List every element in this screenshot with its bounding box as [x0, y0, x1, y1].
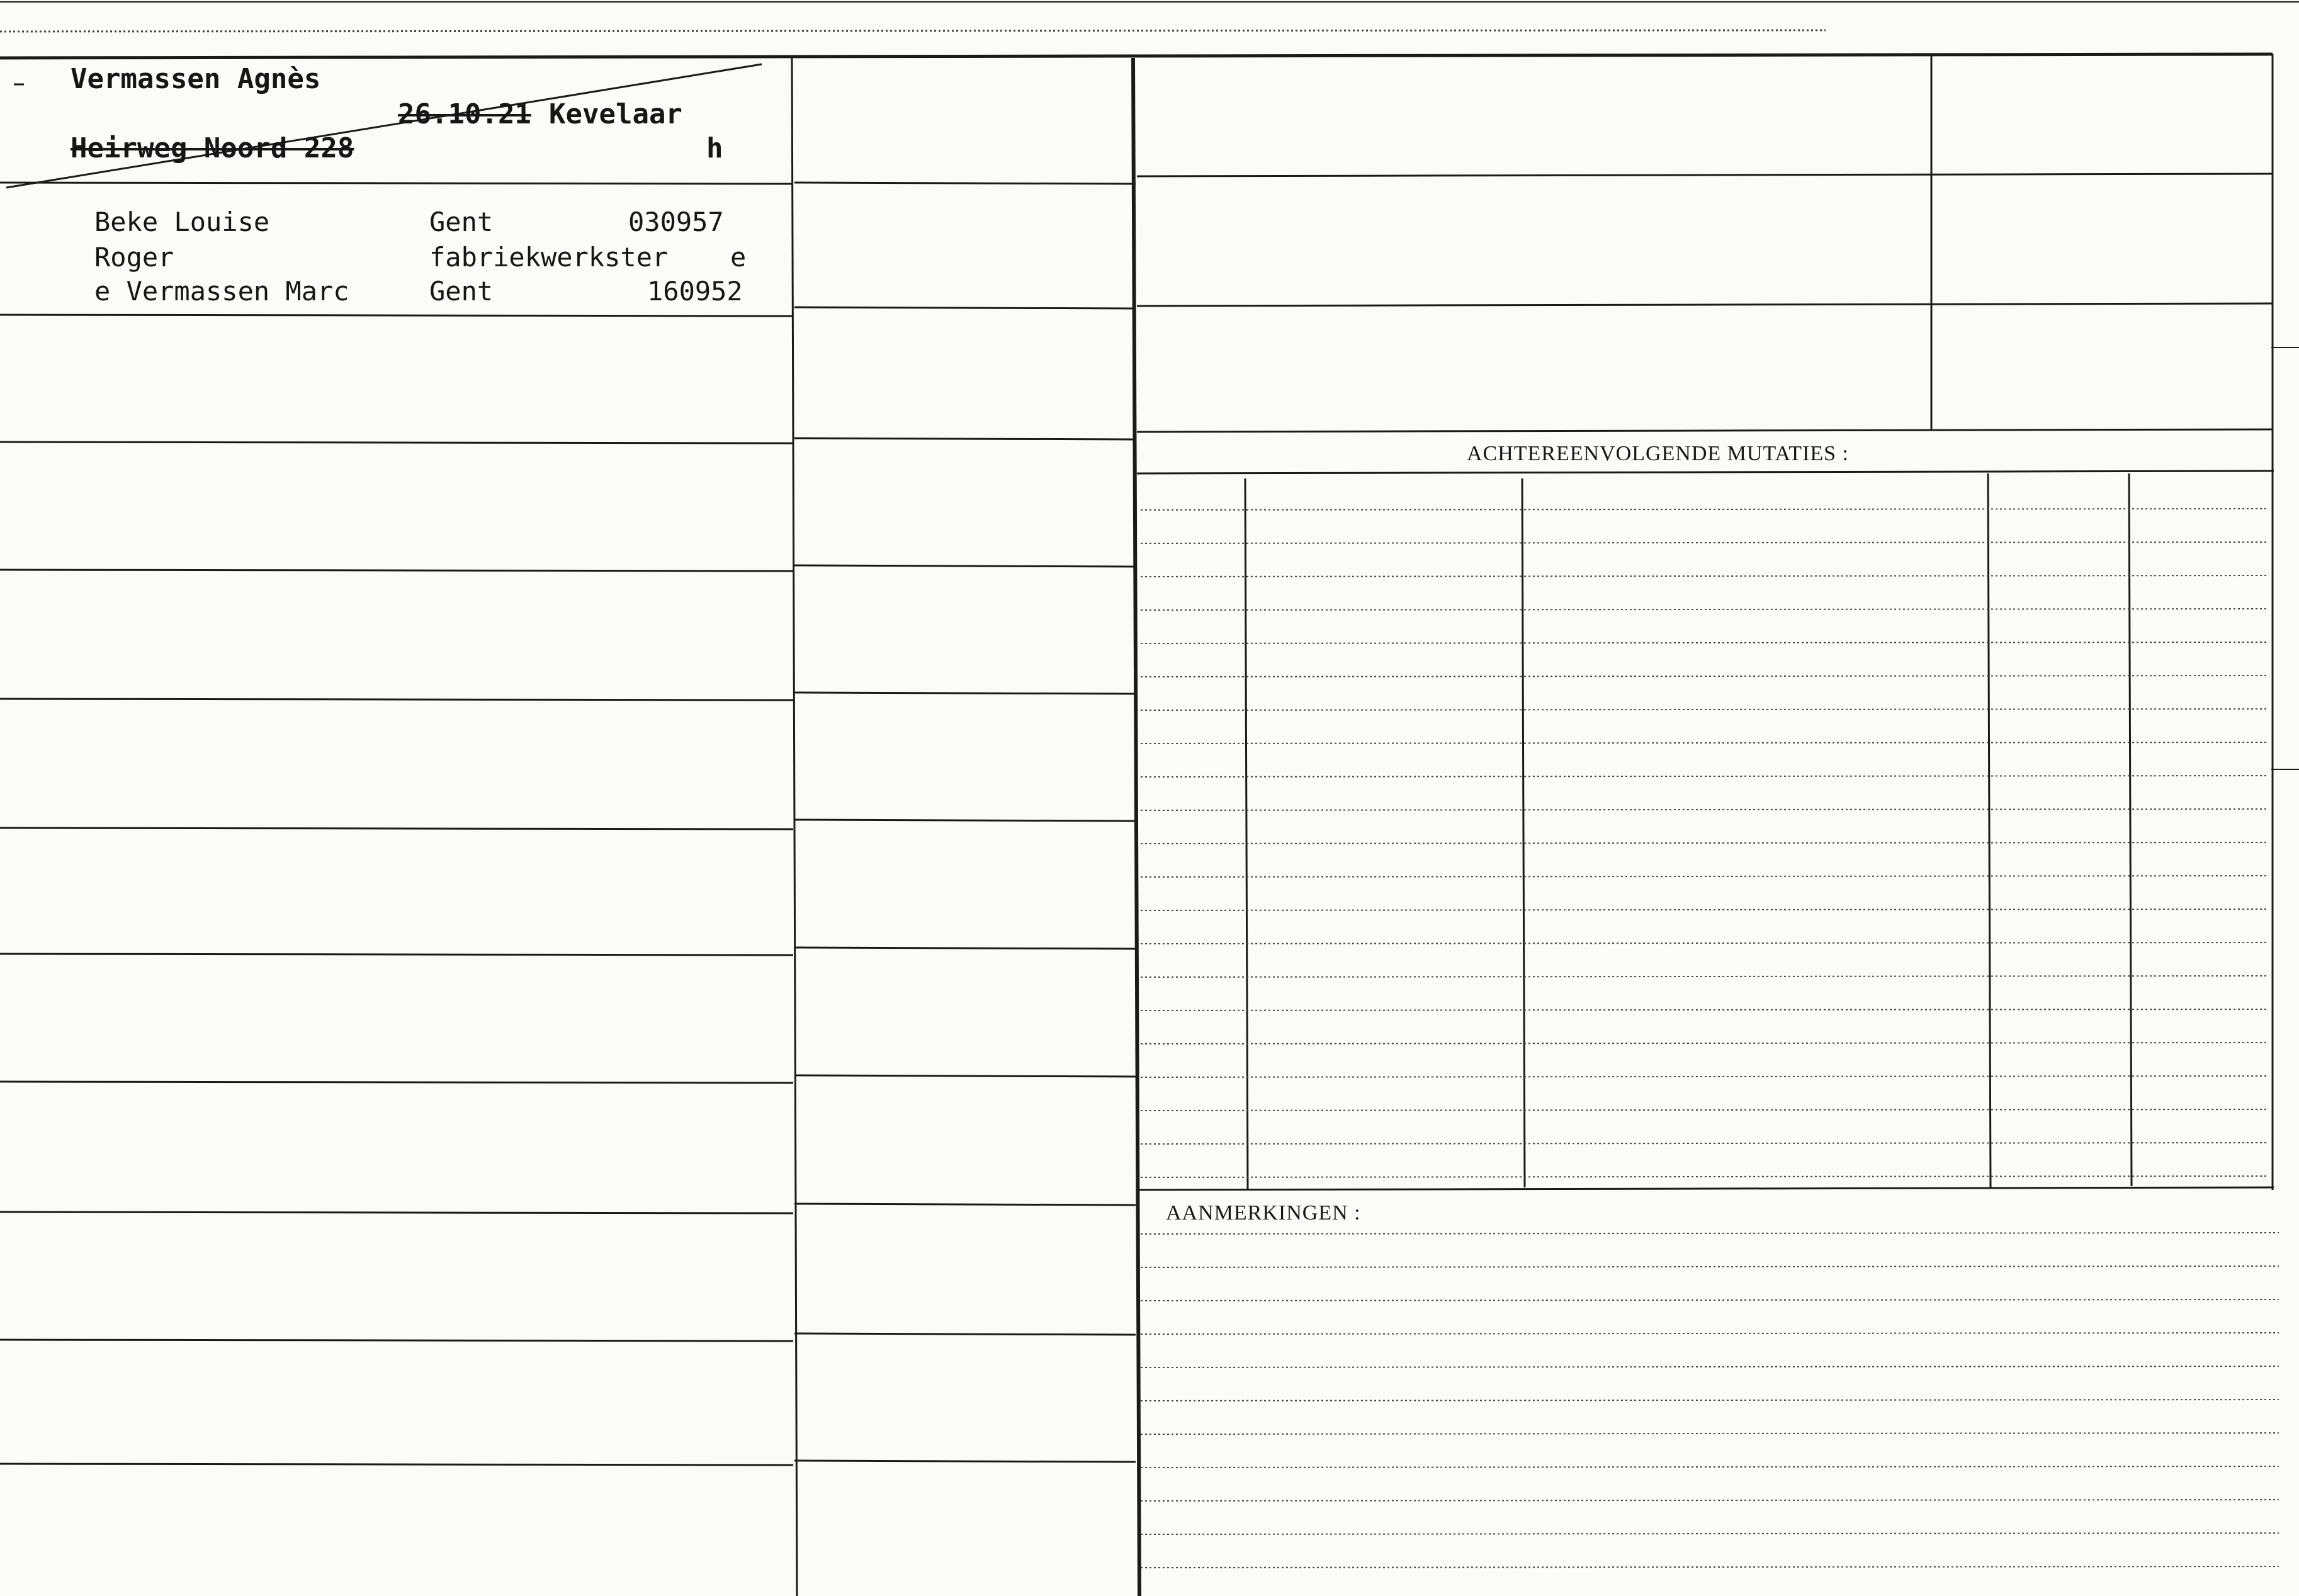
left-row-rule — [0, 570, 793, 571]
household-row-name: Beke Louise — [94, 207, 270, 237]
household-row-code: e — [730, 242, 747, 273]
remarks-dotted-row — [1141, 1400, 2279, 1401]
top-faint-rule — [0, 30, 1826, 31]
household-row-name: Roger — [94, 242, 174, 273]
remarks-dotted-row — [1141, 1299, 2279, 1301]
remarks-dotted-row — [1141, 1366, 2279, 1367]
middle-row-rule — [794, 948, 1136, 949]
remarks-dotted-row — [1141, 1500, 2279, 1501]
left-row-rule — [0, 828, 793, 829]
remarks-dotted-row — [1141, 1566, 2279, 1568]
mutations-dotted-row — [1141, 509, 2269, 510]
middle-row-rule — [794, 438, 1136, 439]
mutations-column-rule — [1988, 473, 1991, 1187]
mutations-dotted-row — [1141, 642, 2269, 643]
mutations-dotted-row — [1141, 676, 2269, 677]
remarks-dotted-row — [1141, 1333, 2279, 1334]
left-row-rule — [0, 1340, 793, 1341]
mutations-top-rule — [1137, 471, 2274, 473]
remarks-title: AANMERKINGEN : — [1166, 1201, 1361, 1225]
mutations-dotted-row — [1141, 842, 2269, 844]
mutations-dotted-row — [1141, 542, 2269, 543]
right-block-rule — [1137, 303, 2273, 306]
mutations-dotted-row — [1141, 709, 2269, 710]
remarks-dotted-row — [1141, 1266, 2279, 1267]
middle-row-rule — [794, 307, 1136, 308]
mutations-dotted-row — [1141, 776, 2269, 777]
header-address: Heirweg Noord 228 — [71, 132, 354, 164]
mutations-column-rule — [1522, 478, 1525, 1187]
middle-row-rule — [794, 1461, 1136, 1462]
left-row-rule — [0, 699, 793, 700]
household-row-code: 030957 — [628, 207, 724, 237]
mutations-column-rule — [1245, 478, 1248, 1190]
remarks-dotted-row — [1141, 1466, 2279, 1468]
mutations-dotted-row — [1141, 1009, 2269, 1010]
middle-row-rule — [794, 1333, 1136, 1335]
header-name: Vermassen Agnès — [71, 63, 321, 95]
mutations-dotted-row — [1141, 742, 2269, 744]
mutations-dotted-row — [1141, 1176, 2269, 1177]
mutations-dotted-row — [1141, 1143, 2269, 1144]
household-row-place: Gent — [429, 276, 494, 307]
left-row-rule — [0, 315, 793, 316]
left-row-rule — [0, 1212, 793, 1213]
mutations-bottom-rule — [1138, 1187, 2274, 1190]
mutations-dotted-row — [1141, 1109, 2269, 1111]
remarks-dotted-row — [1141, 1533, 2279, 1534]
household-row-name: e Vermassen Marc — [94, 276, 349, 307]
left-row-rule — [0, 1464, 793, 1465]
header-suffix: h — [706, 132, 723, 164]
header-birth-date: 26.10.21 — [398, 98, 531, 130]
mutations-dotted-row — [1141, 876, 2269, 877]
middle-row-rule — [794, 693, 1136, 694]
middle-row-rule — [794, 565, 1136, 567]
header-birth-place: Kevelaar — [549, 98, 682, 130]
left-row-rule — [0, 183, 793, 184]
remarks-dotted-row — [1141, 1233, 2279, 1234]
right-block-rule — [1137, 174, 2273, 176]
household-row-place: Gent — [429, 207, 494, 237]
mutations-dotted-row — [1141, 609, 2269, 610]
right-block-rule — [1137, 429, 2273, 432]
mutations-dotted-row — [1141, 909, 2269, 910]
column-divider-1 — [792, 58, 797, 1596]
mutations-dotted-row — [1141, 976, 2269, 977]
column-divider-2 — [1133, 58, 1139, 1596]
middle-row-rule — [794, 820, 1136, 821]
mutations-dotted-row — [1141, 809, 2269, 810]
household-row-code: 160952 — [647, 276, 743, 307]
middle-row-rule — [794, 183, 1136, 184]
left-row-rule — [0, 442, 793, 443]
mutations-dotted-row — [1141, 1043, 2269, 1044]
mutations-column-rule — [2129, 473, 2132, 1186]
middle-row-rule — [794, 1204, 1136, 1205]
left-row-rule — [0, 954, 793, 955]
middle-row-rule — [794, 1075, 1136, 1077]
left-row-rule — [0, 1082, 793, 1083]
mutations-dotted-row — [1141, 1076, 2269, 1077]
remarks-dotted-row — [1141, 1433, 2279, 1434]
household-row-place: fabriekwerkster — [429, 242, 669, 273]
mutations-dotted-row — [1141, 575, 2269, 577]
mutations-dotted-row — [1141, 942, 2269, 944]
mutations-title: ACHTEREENVOLGENDE MUTATIES : — [1467, 442, 1849, 465]
